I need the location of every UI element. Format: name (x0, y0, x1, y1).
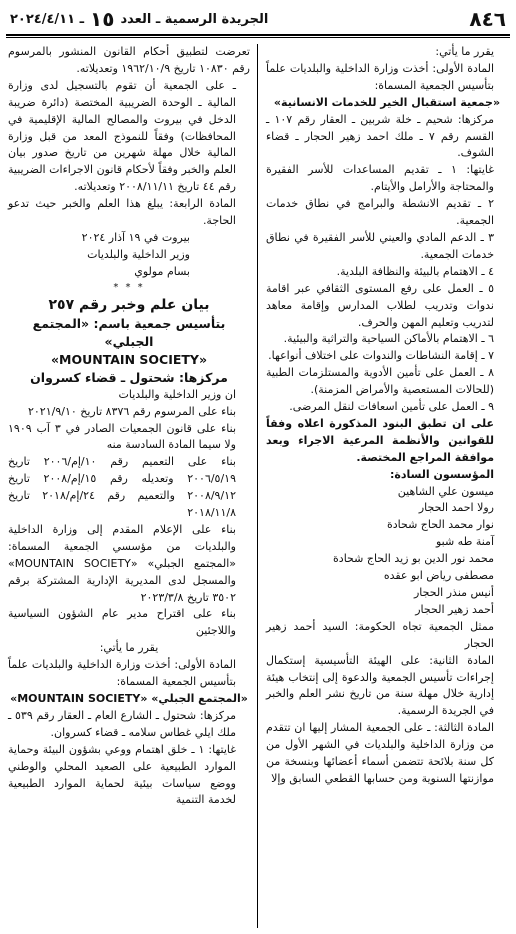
government-representative: ممثل الجمعية تجاه الحكومة: السيد أحمد زهير الحجار (266, 619, 494, 650)
right-column (266, 44, 508, 788)
whereas-clause: بناء على قانون الجمعيات الصادر في ٣ آب ١٩٠٩ ولا سيما المادة السادسة منه (8, 421, 237, 452)
notice-subtitle: بتأسيس جمعية باسم: «المجتمع الجبلي» (32, 315, 226, 349)
goal-item: ٤ ـ الاهتمام بالبيئة والنظافة البلدية. (336, 264, 494, 278)
association-seat: مركزها: شحتول ـ الشارع العام ـ العقار رقم ٥٣٩ ـ ملك ايلي غطاس سلامه ـ قضاء كسروان. (8, 708, 236, 739)
founders-heading: المؤسسون السادة: (389, 467, 494, 481)
issue-date: ـ ٢٠٢٤/٤/١١ (10, 11, 85, 27)
column-divider (257, 44, 258, 928)
association-seat: مركزها: شحيم ـ خلة شربين ـ العقار رقم ١٠٧ ـ القسم رقم ٧ ـ ملك احمد زهير الحجار ـ قضاء الشوف. (266, 112, 494, 160)
minister-title: وزير الداخلية والبلديات (87, 247, 190, 261)
whereas-clause: بناء على الإعلام المقدم إلى وزارة الداخلية والبلديات من مؤسسي الجمعية المسماة: «المجتمع الجبلي» «MOUNTAIN SOCIETY» والمسجل لدى المديرية الإدارية المشتركة برقم ٣٥٠٢ تاريخ ٢٠٢٣/٣/٨ (8, 522, 236, 604)
founder-name: محمد نور الدين بو زيد الحاج شحادة (333, 552, 494, 566)
header-rule-thin (6, 37, 510, 38)
founder-name: آمنة طه شبو (435, 535, 494, 549)
page-header (6, 6, 510, 32)
article-four: المادة الرابعة: يبلغ هذا العلم والخبر حيث تدعو الحاجة. (8, 197, 236, 228)
goal-item: ٨ ـ العمل على تأمين الأدوية والمستلزمات الطبية (للحالات المستعصية والأمراض المزمنة). (266, 366, 494, 397)
whereas-clause: بناء على اقتراح مدير عام الشؤون السياسية واللاجئين (8, 607, 236, 638)
article-three: المادة الثالثة: ـ على الجمعية المشار إليها ان تتقدم من وزارة الداخلية والبلديات في الشهر الأول من كل سنة بلائحة تتضمن أسماء أعضائها وبنسخة من موازنتها السنوية ومن حسابها القطعي السابق وإلا (266, 721, 494, 785)
founder-name: أنيس منذر الحجار (413, 586, 494, 599)
article-two: المادة الثانية: على الهيئة التأسيسية إستكمال إجراءات تأسيس الجمعية والدعوة إلى إنتخاب هيئة إدارية خلال مهلة سنة من تاريخ نشر العلم والخبر في الجريدة الرسمية. (266, 653, 494, 718)
goal-item: غايتها: ١ ـ خلق اهتمام ووعي بشؤون البيئة وحماية الموارد الطبيعية على الصعيد المحلي والوطني ووضع سياسات بيئية لحماية الموارد الطبيعية لخدمة التنمية (8, 742, 236, 807)
decision-heading: يقرر ما يأتي: (99, 641, 159, 655)
goal-item: ٦ ـ الاهتمام بالأماكن السياحية والتراثية والبيئية. (283, 332, 494, 346)
founder-name: مصطفى رياض ابو عقده (383, 569, 494, 583)
founder-name: ميسون علي الشاهين (397, 484, 494, 498)
issue-number: ١٥ (90, 7, 115, 31)
goal-item: غايتها: ١ ـ تقديم المساعدات للأسر الفقيرة والمحتاجة والأرامل والأيتام. (266, 163, 494, 194)
continued-text: تعرضت لتطبيق أحكام القانون المنشور بالمرسوم رقم ١٠٨٣٠ تاريخ ١٩٦٢/١٠/٩ وتعديلاته. (8, 45, 250, 75)
section-separator: * * * (113, 281, 145, 293)
signing-place-date: بيروت في ١٩ آذار ٢٠٢٤ (81, 230, 190, 244)
goal-item: ٣ ـ الدعم المادي والعيني للأسر الفقيرة في نطاق خدمات الجمعية. (266, 230, 494, 261)
goal-item: ٥ ـ العمل على رفع المستوى الثقافي عبر اقامة ندوات وتدريب لطلاب المدارس وإقامة معاهد لتدريب وتعليم المهن والحرف. (266, 281, 494, 329)
founder-name: أحمد زهير الحجار (415, 602, 494, 616)
goal-item: ٧ ـ إقامة النشاطات والندوات على اختلاف أنواعها. (268, 349, 494, 363)
header-rule (6, 34, 510, 36)
decision-heading: يقرر ما يأتي: (435, 45, 494, 58)
notice-latin-name: «MOUNTAIN SOCIETY» (50, 351, 208, 367)
whereas-clause: بناء على التعميم رقم ١٠/إم/٢٠٠٦ تاريخ ٢٠٠٦/٥/١٩ وتعديله رقم ١٥/إم/٢٠٠٨ تاريخ ٢٠٠٨/٩/١٢ والتعميم رقم ٢٤/إم/٢٠١٨ تاريخ ٢٠١٨/١١/٨ (8, 455, 236, 520)
tax-registration-clause: ـ على الجمعية أن تقوم بالتسجيل لدى وزارة المالية ـ الوحدة الضريبية المختصة (دائرة ضريبة الدخل في بيروت والمصالح المالية الإقليمية في المحافظات) وفقاً للنموذج المعد من قبل وزارة المالية خلال مهلة شهرين من تاريخ صدور بيان العلم والخبر وفقاً لأحكام قانون الاجراءات الضريبية رقم ٤٤ تاريخ ٢٠٠٨/١١/١١ وتعديلاته. (8, 78, 236, 194)
minister-name: بسام مولوي (134, 264, 190, 278)
publication-info (6, 7, 268, 31)
notice-title: بيان علم وخبر رقم ٢٥٧ (48, 296, 210, 313)
left-column (8, 44, 250, 809)
publication-name: الجريدة الرسمية ـ العدد (120, 11, 269, 27)
association-name: «جمعية استقبال الخير للخدمات الانسانية» (273, 95, 501, 109)
founder-name: رولا احمد الحجار (418, 501, 494, 515)
notice-seat: مركزها: شحتول ـ قضاء كسروان (30, 369, 228, 385)
goal-item: ٢ ـ تقديم الانشطة والبرامج في نطاق خدمات الجمعية. (266, 197, 494, 228)
association-name: «المجتمع الجبلي» «MOUNTAIN SOCIETY» (10, 692, 248, 705)
page-number: ٨٤٦ (469, 7, 506, 31)
goal-item: ٩ ـ العمل على تأمين اسعافات لنقل المرضى. (289, 400, 494, 414)
minister-line: ان وزير الداخلية والبلديات (118, 387, 236, 401)
whereas-clause: بناء على المرسوم رقم ٨٣٧٦ تاريخ ٢٠٢١/٩/١٠ (27, 404, 236, 418)
article-one: المادة الأولى: أخذت وزارة الداخلية والبلديات علماً بتأسيس الجمعية المسماة: (8, 658, 236, 689)
founder-name: نوار محمد الحاج شحادة (386, 518, 494, 532)
article-one: المادة الأولى: أخذت وزارة الداخلية والبلديات علماً بتأسيس الجمعية المسماة: (266, 61, 494, 92)
conditions-note: على ان تطبق البنود المذكورة اعلاه وفقاً للقوانين والأنظمة المرعية الاجراء وبعد موافقة المراجع المختصة. (266, 416, 494, 464)
